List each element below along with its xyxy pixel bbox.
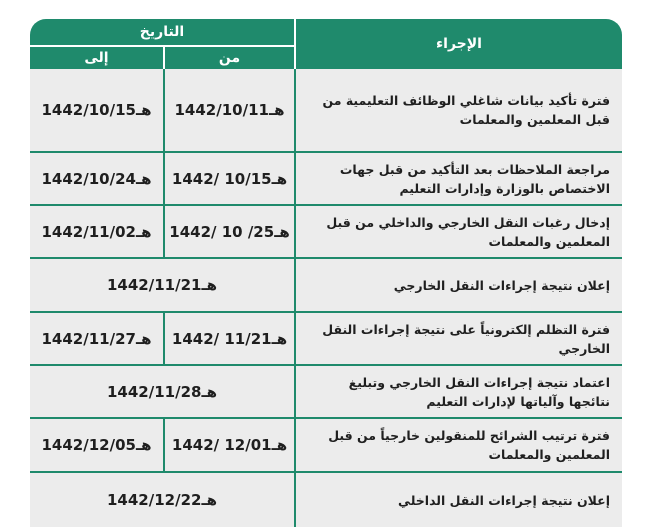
table-row (30, 69, 622, 153)
action-cell: اعتماد نتيجة إجراءات النقل الخارجي وتبليغ نتائجها وآلياتها لإدارات التعليم (294, 366, 622, 417)
from-date-cell: 1442/ 10/15هـ (163, 153, 294, 204)
date-cell: 1442/12/22هـ (107, 491, 217, 509)
table-row (30, 473, 622, 527)
date-cell: 1442/11/28هـ (107, 382, 217, 401)
to-date-cell: 1442/11/02هـ (41, 222, 152, 241)
to-header: إلى (30, 47, 163, 69)
table-row (30, 419, 622, 473)
action-cell: فترة ترتيب الشرائح للمنقولين خارجياً من قبل المعلمين والمعلمات (294, 419, 622, 471)
to-date-cell: 1442/10/15هـ (41, 101, 152, 119)
action-cell: إعلان نتيجة إجراءات النقل الخارجي (294, 259, 622, 311)
action-cell: فترة تأكيد بيانات شاغلي الوظائف التعليمية من قبل المعلمين والمعلمات (294, 69, 622, 151)
action-cell: إعلان نتيجة إجراءات النقل الداخلي (294, 473, 622, 527)
table-row (30, 366, 622, 419)
date-header: التاريخ (30, 19, 294, 47)
table-row (30, 259, 622, 313)
action-cell: مراجعة الملاحظات بعد التأكيد من قبل جهات الاختصاص بالوزارة وإدارات التعليم (294, 153, 622, 204)
date-cell: 1442/11/21هـ (107, 276, 217, 294)
from-date-cell: 1442/ 11/21هـ (163, 313, 294, 364)
from-date-cell: 1442/ 12/01هـ (163, 419, 294, 471)
table-row (30, 313, 622, 366)
from-date-cell: 1442/10/11هـ (163, 69, 294, 151)
to-date-cell: 1442/12/05هـ (41, 436, 152, 454)
action-cell: إدخال رغبات النقل الخارجي والداخلي من قبل المعلمين والمعلمات (294, 206, 622, 257)
from-header: من (163, 47, 294, 69)
table-row (30, 206, 622, 259)
table-row (30, 153, 622, 206)
from-date-cell: 1442/ 10 /25هـ (163, 206, 294, 257)
action-header: الإجراء (294, 19, 622, 69)
to-date-cell: 1442/10/24هـ (41, 169, 152, 188)
action-cell: فترة التظلم إلكترونياً على نتيجة إجراءات النقل الخارجي (294, 313, 622, 364)
to-date-cell: 1442/11/27هـ (41, 329, 152, 348)
